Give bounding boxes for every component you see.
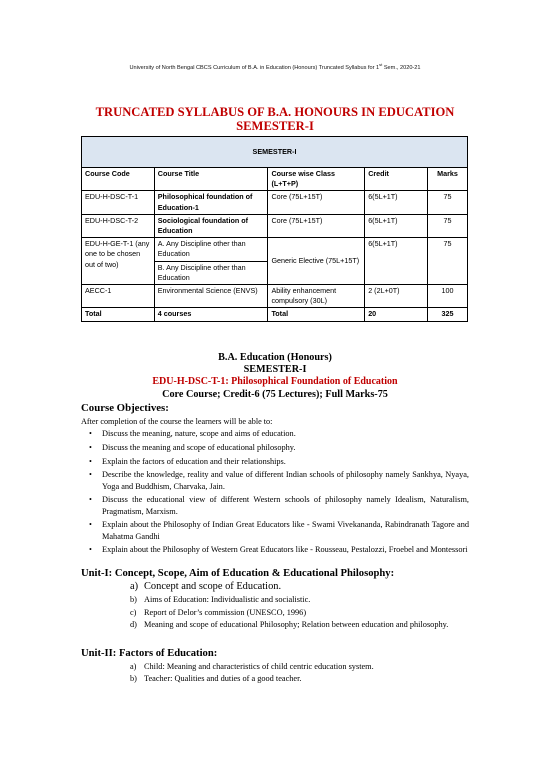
document-subtitle: SEMESTER-I — [236, 119, 314, 133]
bullet-icon: • — [89, 495, 92, 505]
cell-code: EDU-H-DSC-T-1 — [82, 191, 155, 214]
list-item — [81, 494, 469, 516]
list-item — [130, 661, 470, 672]
cell-credit: 2 (2L+0T) — [365, 285, 428, 308]
cell-marks: 75 — [428, 214, 468, 237]
item-marker: c) — [130, 607, 137, 617]
semester-heading: SEMESTER-I — [243, 364, 307, 375]
objective-text: Discuss the meaning, nature, scope and aims of education. — [102, 429, 296, 438]
unit-1-list — [130, 581, 470, 631]
objective-text: Discuss the educational view of different Western schools of philosophy namely Idealism, Naturalism, Pragmatism, Marxism. — [102, 495, 469, 516]
col-header-title: Course Title — [154, 168, 268, 191]
cell-credit: 6(5L+1T) — [365, 238, 428, 285]
objective-text: Explain the factors of education and their relationships. — [102, 456, 286, 466]
col-header-class: Course wise Class (L+T+P) — [268, 168, 365, 191]
cell-title-split — [154, 238, 268, 285]
table-row — [82, 191, 468, 214]
document-title: TRUNCATED SYLLABUS OF B.A. HONOURS IN EDUCATION — [95, 105, 455, 119]
item-text: Report of Delor’s commission (UNESCO, 1996) — [144, 607, 307, 617]
objectives-intro: After completion of the course the learners will be able to: — [81, 417, 273, 426]
running-head — [0, 62, 550, 71]
list-item — [81, 469, 469, 491]
cell-code: EDU-H-DSC-T-2 — [82, 214, 155, 237]
bullet-icon: • — [89, 545, 92, 555]
col-header-credit: Credit — [365, 168, 428, 191]
objective-text: Explain about the Philosophy of Western Great Educators like - Rousseau, Pestalozzi, Froebel and Montessori — [102, 545, 468, 555]
list-item — [130, 607, 470, 618]
item-marker: b) — [130, 595, 137, 605]
total-courses: 4 courses — [154, 308, 268, 321]
cell-class: Core (75L+15T) — [268, 214, 365, 237]
total-label: Total — [82, 308, 155, 321]
list-item — [81, 442, 469, 453]
running-head-text: University of North Bengal CBCS Curriculum of B.A. in Education (Honours) Truncated Syllabus for 1 — [129, 64, 380, 71]
list-item — [81, 428, 469, 439]
bullet-icon: • — [89, 442, 92, 452]
item-text: Aims of Education: Individualistic and socialistic. — [144, 595, 311, 605]
list-item — [130, 581, 470, 593]
unit-1-heading: Unit-I: Concept, Scope, Aim of Education & Educational Philosophy: — [81, 568, 395, 579]
item-text: Child: Meaning and characteristics of child centric education system. — [144, 662, 374, 671]
cell-marks: 100 — [428, 285, 468, 308]
cell-code: EDU-H-GE-T-1 (any one to be chosen out of two) — [82, 238, 155, 285]
unit-2-list — [130, 661, 470, 686]
cell-class: Core (75L+15T) — [268, 191, 365, 214]
cell-credit: 6(5L+1T) — [365, 214, 428, 237]
item-marker: a) — [130, 581, 139, 592]
running-head-tail: Sem., 2020-21 — [382, 64, 421, 71]
credits-heading: Core Course; Credit-6 (75 Lectures); Full Marks-75 — [162, 389, 388, 400]
item-text: Meaning and scope of educational Philosophy; Relation between education and philosophy. — [144, 619, 449, 629]
cell-code: AECC-1 — [82, 285, 155, 308]
item-marker: a) — [130, 662, 137, 671]
cell-marks: 75 — [428, 191, 468, 214]
total-marks: 325 — [428, 308, 468, 321]
bullet-icon: • — [89, 470, 92, 480]
bullet-icon: • — [89, 429, 92, 438]
cell-marks: 75 — [428, 238, 468, 285]
list-item — [81, 456, 469, 467]
table-row — [82, 285, 468, 308]
bullet-icon: • — [89, 520, 92, 530]
cell-title: Sociological foundation of Education — [154, 214, 268, 237]
paper-heading: EDU-H-DSC-T-1: Philosophical Foundation of Education — [152, 376, 398, 387]
cell-title: Philosophical foundation of Education-1 — [154, 191, 268, 214]
cell-title: Environmental Science (ENVS) — [154, 285, 268, 308]
cell-title-option-a: A. Any Discipline other than Education — [155, 238, 268, 261]
programme-heading: B.A. Education (Honours) — [218, 352, 332, 363]
total-credit: 20 — [365, 308, 428, 321]
objective-text: Describe the knowledge, reality and value of different Indian schools of philosophy namely Sankhya, Nyaya, Yoga and Buddhism, Charvaka, Jain. — [102, 470, 469, 491]
objective-text: Explain about the Philosophy of Indian Great Educators like - Swami Vivekananda, Rabindranath Tagore and Mahatma Gandhi — [102, 520, 469, 541]
objective-text: Discuss the meaning and scope of educational philosophy. — [102, 442, 296, 452]
total-class: Total — [268, 308, 365, 321]
list-item — [81, 519, 469, 541]
item-text: Concept and scope of Education. — [144, 581, 282, 592]
col-header-marks: Marks — [428, 168, 468, 191]
cell-credit: 6(5L+1T) — [365, 191, 428, 214]
item-marker: b) — [130, 674, 137, 684]
running-head-sup: st — [379, 62, 383, 67]
unit-2-heading: Unit-II: Factors of Education: — [81, 648, 218, 659]
cell-class: Ability enhancement compulsory (30L) — [268, 285, 365, 308]
list-item — [130, 619, 470, 630]
bullet-icon: • — [89, 456, 92, 466]
cell-class: Generic Elective (75L+15T) — [268, 238, 365, 285]
objectives-list — [81, 428, 469, 558]
list-item — [81, 544, 469, 555]
table-band: SEMESTER-I — [82, 137, 468, 168]
item-marker: d) — [130, 619, 137, 629]
table-row — [82, 238, 468, 285]
objectives-heading: Course Objectives: — [81, 402, 169, 414]
cell-title-option-b: B. Any Discipline other than Education — [157, 262, 246, 282]
table-total-row — [82, 308, 468, 321]
col-header-code: Course Code — [82, 168, 155, 191]
table-band-row — [82, 137, 468, 168]
list-item — [130, 673, 470, 684]
list-item — [130, 594, 470, 605]
table-header-row — [82, 168, 468, 191]
table-row — [82, 214, 468, 237]
item-text: Teacher: Qualities and duties of a good teacher. — [144, 674, 302, 684]
syllabus-table — [81, 136, 468, 322]
